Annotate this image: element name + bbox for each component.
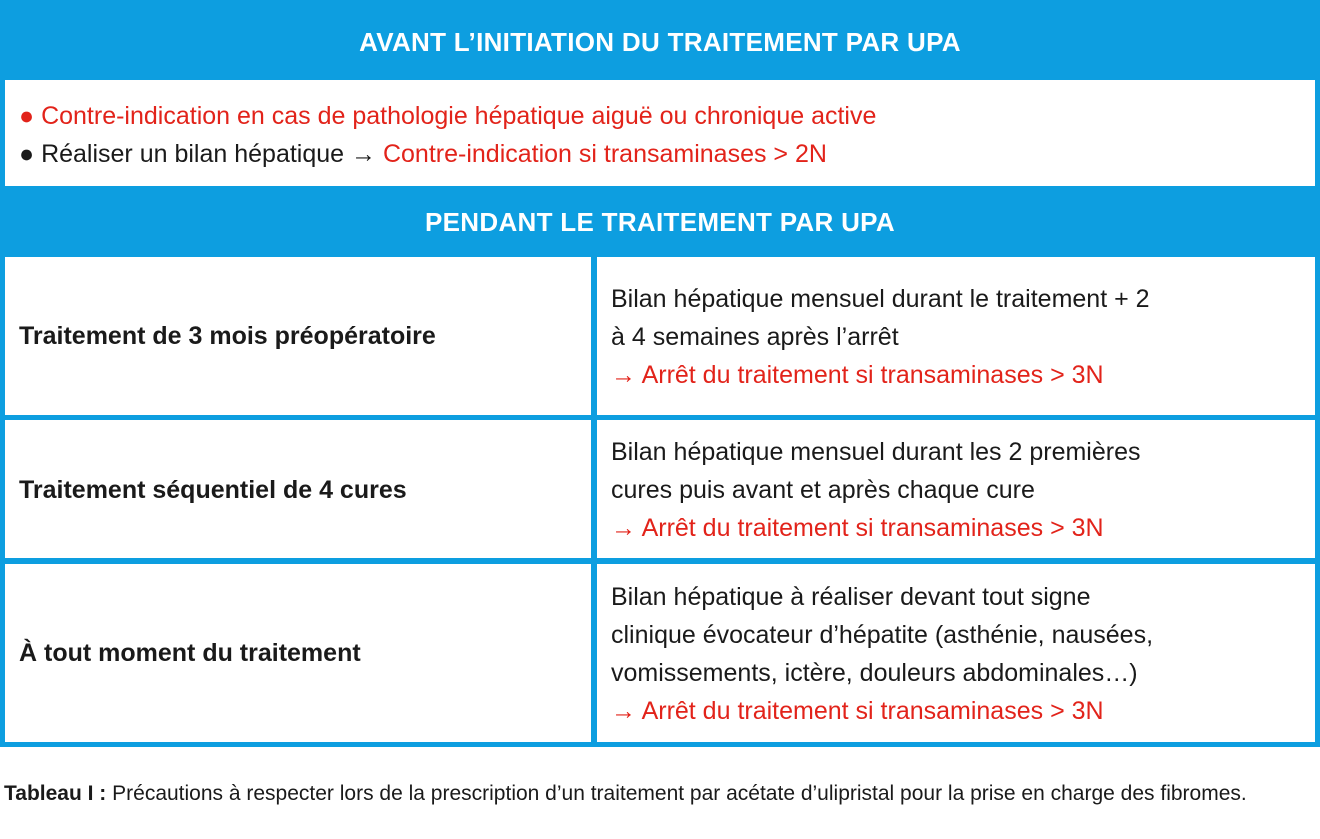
bullet-contraindication: ● Contre-indication en cas de pathologie hépatique aiguë ou chronique active xyxy=(19,102,877,130)
stop-treatment-note: → Arrêt du traitement si transaminases > 3N xyxy=(611,514,1104,542)
detail-line: cures puis avant et après chaque cure xyxy=(611,476,1035,504)
before-treatment-cell xyxy=(5,80,1315,186)
detail-line: à 4 semaines après l’arrêt xyxy=(611,323,899,351)
arrow-right-icon: → xyxy=(351,140,377,168)
bullet-liver-check: ● Réaliser un bilan hépatique → Contre-indication si transaminases > 2N xyxy=(19,140,827,168)
row-detail-cell xyxy=(597,257,1315,415)
row-detail-cell xyxy=(597,564,1315,742)
bullet-red-icon: ● xyxy=(19,102,35,130)
row-detail-cell xyxy=(597,420,1315,558)
row-label-cell xyxy=(5,420,591,558)
section-header-during: PENDANT LE TRAITEMENT PAR UPA xyxy=(425,207,895,237)
detail-line: Bilan hépatique à réaliser devant tout signe xyxy=(611,583,1091,611)
detail-line: clinique évocateur d’hépatite (asthénie, nausées, xyxy=(611,621,1154,649)
row-label-cell xyxy=(5,257,591,415)
stop-treatment-note: → Arrêt du traitement si transaminases > 3N xyxy=(611,697,1104,725)
bullet-black-icon: ● xyxy=(19,140,35,168)
caption-label: Tableau I : xyxy=(4,782,107,805)
row-label: Traitement de 3 mois préopératoire xyxy=(19,322,436,350)
caption-text: Précautions à respecter lors de la prescription d’un traitement par acétate d’ulipristal pour la prise en charge des fibromes. xyxy=(112,782,1247,805)
table-caption xyxy=(4,778,1314,809)
section-header-before: AVANT L’INITIATION DU TRAITEMENT PAR UPA xyxy=(359,27,961,57)
detail-line: vomissements, ictère, douleurs abdominales…) xyxy=(611,659,1138,687)
row-label: Traitement séquentiel de 4 cures xyxy=(19,476,407,504)
detail-line: Bilan hépatique mensuel durant le traitement + 2 xyxy=(611,285,1150,313)
stop-treatment-note: → Arrêt du traitement si transaminases > 3N xyxy=(611,361,1104,389)
row-label: À tout moment du traitement xyxy=(19,639,361,667)
row-label-cell xyxy=(5,564,591,742)
detail-line: Bilan hépatique mensuel durant les 2 premières xyxy=(611,438,1141,466)
